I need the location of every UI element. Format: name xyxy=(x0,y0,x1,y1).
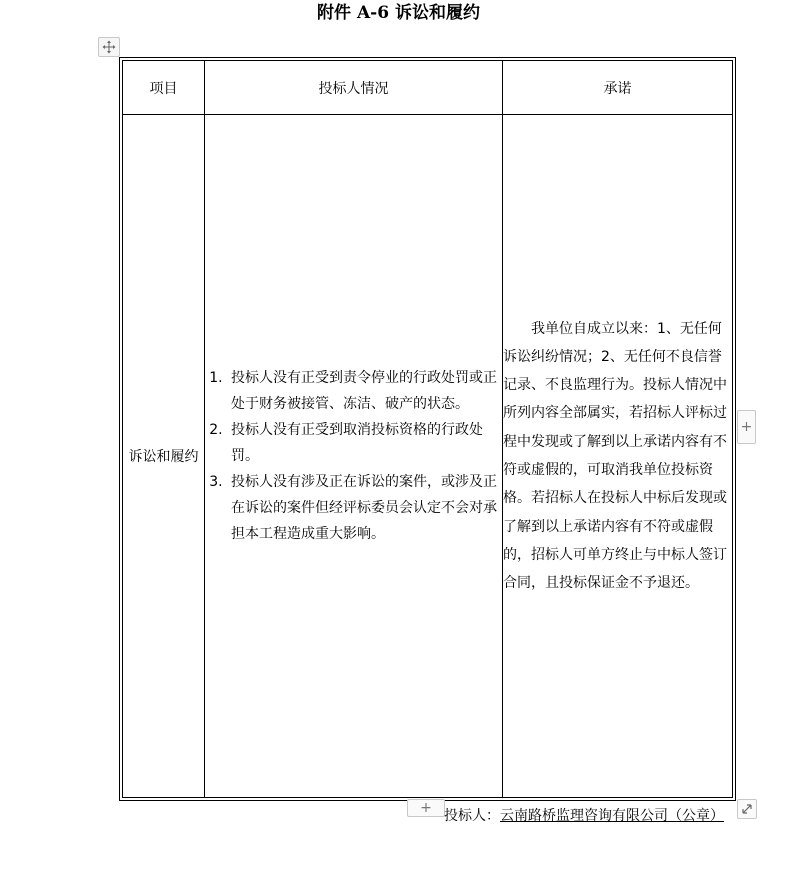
item-cell[interactable]: 诉讼和履约 xyxy=(123,115,205,798)
status-item: 1. 投标人没有正受到责令停业的行政处罚或正处于财务被接管、冻洁、破产的状态。 xyxy=(227,365,502,417)
move-icon xyxy=(102,40,116,54)
signature-company: 云南路桥监理咨询有限公司（公章） xyxy=(500,808,724,824)
table-header-row xyxy=(123,61,733,115)
header-promise[interactable]: 承诺 xyxy=(503,61,733,115)
status-item: 2. 投标人没有正受到取消投标资格的行政处罚。 xyxy=(227,417,502,469)
commitment-table xyxy=(122,60,733,798)
signature-label: 投标人： xyxy=(444,808,500,824)
status-list xyxy=(205,365,502,547)
status-item: 3. 投标人没有涉及正在诉讼的案件，或涉及正在诉讼的案件但经评标委员会认定不会对承担本工程造成重大影响。 xyxy=(227,469,502,547)
add-column-button[interactable]: + xyxy=(737,410,756,444)
bidder-status-cell[interactable] xyxy=(205,115,503,798)
page-title: 附件 A-6 诉讼和履约 xyxy=(317,3,480,23)
table-resize-handle[interactable] xyxy=(737,799,757,819)
signature-line xyxy=(444,806,724,826)
table-row xyxy=(123,115,733,798)
table-frame xyxy=(119,57,736,801)
table-move-handle[interactable] xyxy=(98,37,120,57)
add-row-button[interactable]: + xyxy=(407,799,445,817)
promise-cell[interactable] xyxy=(503,115,733,798)
resize-icon xyxy=(741,803,753,815)
header-bidder-status[interactable]: 投标人情况 xyxy=(205,61,503,115)
header-item[interactable]: 项目 xyxy=(123,61,205,115)
promise-text: 我单位自成立以来：1、无任何诉讼纠纷情况；2、无任何不良信誉记录、不良监理行为。投标人情况中所列内容全部属实，若招标人评标过程中发现或了解到以上承诺内容有不符或虚假的，可取消我单位投标资格。若招标人在投标人中标后发现或了解到以上承诺内容有不符或虚假的，招标人可单方终止与中标人签订合同，且投标保证金不予退还。 xyxy=(503,320,727,592)
